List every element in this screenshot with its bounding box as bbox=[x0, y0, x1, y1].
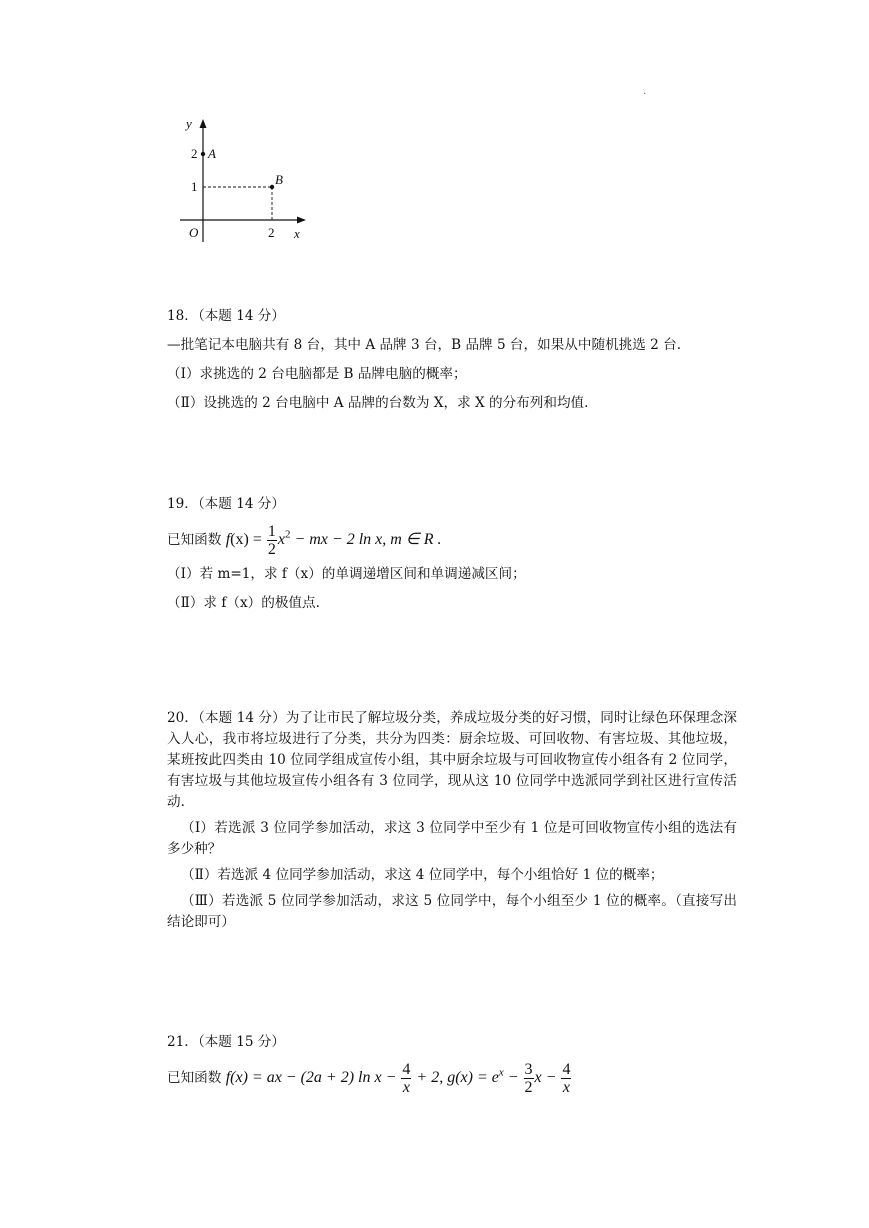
q20-part3: （Ⅲ）若选派 5 位同学参加活动，求这 5 位同学中，每个小组至少 1 位的概率。（直接写出结论即可） bbox=[167, 893, 737, 930]
q21-stem-prefix: 已知函数 bbox=[167, 1070, 222, 1087]
q21-minus: − bbox=[503, 1069, 523, 1087]
q21-frac3 bbox=[561, 1061, 571, 1096]
tick-y1: 1 bbox=[191, 179, 198, 194]
y-axis-arrow bbox=[200, 119, 207, 128]
q19-eq: = bbox=[248, 531, 266, 549]
q19-stem-prefix: 已知函数 bbox=[167, 532, 222, 549]
q19-half-den: 2 bbox=[267, 541, 276, 558]
point-a-label: A bbox=[208, 146, 216, 161]
q18-part1: （Ⅰ）求挑选的 2 台电脑都是 B 品牌电脑的概率； bbox=[167, 366, 467, 382]
q20-part1: （Ⅰ）若选派 3 位同学参加活动，求这 3 位同学中至少有 1 位是可回收物宣传小组的选法有多少种？ bbox=[167, 820, 737, 857]
q19-x-paren: (x) bbox=[230, 531, 249, 549]
x-axis-label: x bbox=[294, 226, 300, 241]
point-b-dot bbox=[270, 185, 274, 189]
coordinate-figure bbox=[170, 112, 315, 252]
q21-x-term: x − bbox=[534, 1069, 561, 1087]
tick-x2: 2 bbox=[268, 225, 275, 240]
q19-half-num: 1 bbox=[267, 523, 276, 540]
q19-part1: （Ⅰ）若 m=1，求 f（x）的单调递增区间和单调递减区间； bbox=[167, 566, 526, 582]
q21-frac1-num: 4 bbox=[402, 1061, 411, 1078]
q21-exponent: x bbox=[498, 1066, 504, 1079]
q19-stem bbox=[167, 523, 737, 558]
q19-formula bbox=[225, 523, 442, 558]
q21-frac2-den: 2 bbox=[524, 1079, 533, 1096]
x-axis-arrow bbox=[297, 217, 306, 224]
y-axis-label: y bbox=[186, 116, 192, 131]
q21-frac2 bbox=[524, 1061, 534, 1096]
q21-stem bbox=[167, 1061, 737, 1096]
q19-square: 2 bbox=[284, 528, 291, 541]
q21-frac3-den: x bbox=[562, 1079, 570, 1096]
q19-header: 19．（本题 14 分） bbox=[167, 496, 285, 512]
q18-part2: （Ⅱ）设挑选的 2 台电脑中 A 品牌的台数为 X，求 X 的分布列和均值. bbox=[167, 395, 589, 411]
q20-part2: （Ⅱ）若选派 4 位同学参加活动，求这 4 位同学中，每个小组恰好 1 位的概率； bbox=[181, 867, 664, 883]
page-mark: . bbox=[643, 86, 647, 97]
q18-header: 18．（本题 14 分） bbox=[167, 308, 285, 324]
question-19 bbox=[167, 494, 737, 622]
q21-frac1-den: x bbox=[402, 1079, 410, 1096]
q19-rest: − mx − 2 ln x, m ∈ R . bbox=[290, 531, 442, 549]
q21-formula bbox=[225, 1061, 573, 1096]
question-18 bbox=[167, 306, 737, 422]
q21-frac2-num: 3 bbox=[524, 1061, 533, 1078]
q21-mid: + 2, g(x) = e bbox=[412, 1069, 499, 1087]
question-21 bbox=[167, 1032, 737, 1104]
q19-half bbox=[267, 523, 277, 558]
point-b-label: B bbox=[275, 172, 283, 187]
q21-frac3-num: 4 bbox=[562, 1061, 571, 1078]
q21-header: 21．（本题 15 分） bbox=[167, 1034, 285, 1050]
point-a-dot bbox=[201, 152, 205, 156]
q21-frac1 bbox=[401, 1061, 411, 1096]
question-20 bbox=[167, 708, 737, 933]
q20-paragraph: 20．（本题 14 分）为了让市民了解垃圾分类，养成垃圾分类的好习惯，同时让绿色环保理念深入人心，我市将垃圾进行了分类，共分为四类：厨余垃圾、可回收物、有害垃圾、其他垃圾，某班按此四类由 10 位同学组成宣传小组，其中厨余垃圾与可回收物宣传小组各有 2 位同学，有害垃圾与其他垃圾宣传小组各有 3 位同学，现从这 10 位同学中选派同学到社区进行宣传活动. bbox=[167, 710, 737, 810]
tick-y2: 2 bbox=[191, 146, 198, 161]
q18-stem: —批笔记本电脑共有 8 台，其中 A 品牌 3 台，B 品牌 5 台，如果从中随机挑选 2 台. bbox=[167, 337, 682, 353]
q21-f-part: f(x) = ax − (2a + 2) ln x − bbox=[225, 1069, 401, 1087]
origin-label: O bbox=[189, 225, 199, 240]
q19-f: f bbox=[225, 531, 231, 549]
q19-x: x bbox=[277, 531, 285, 549]
q19-part2: （Ⅱ）求 f（x）的极值点. bbox=[167, 595, 320, 611]
